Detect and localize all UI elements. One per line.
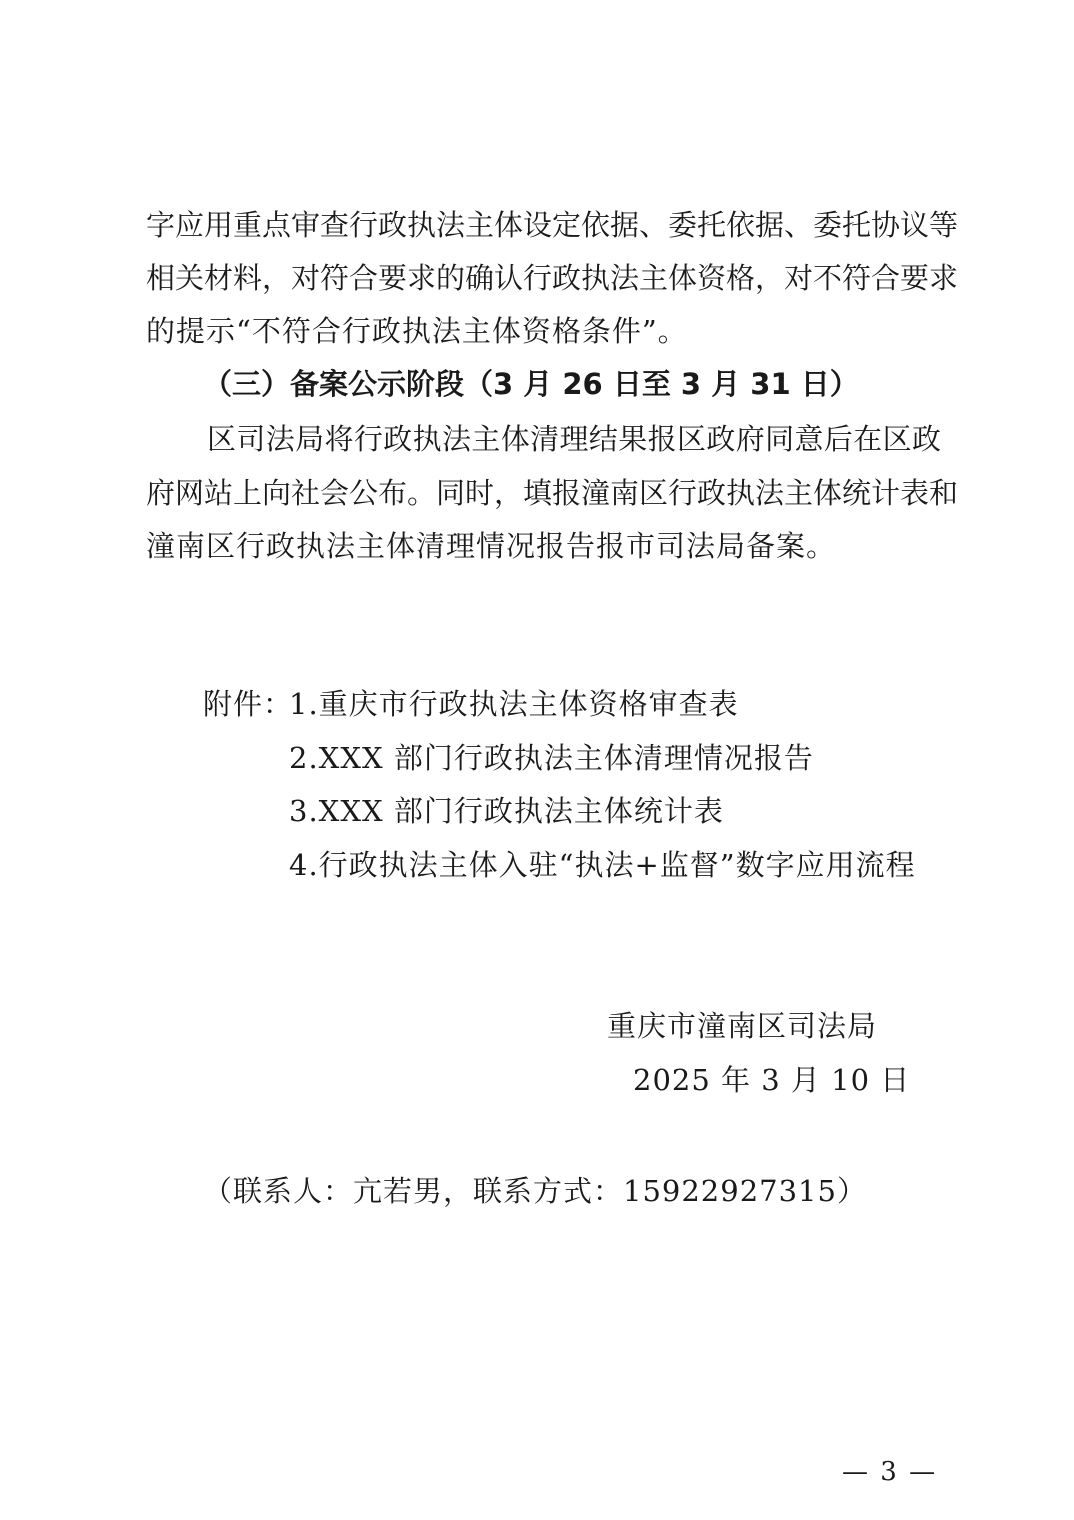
paragraph-2-line-3: 潼南区行政执法主体清理情况报告报市司法局备案。 — [146, 529, 837, 563]
page-number: — 3 — — [842, 1457, 938, 1487]
signature-date: 2025 年 3 月 10 日 — [633, 1063, 911, 1097]
attachment-item-4: 4.行政执法主体入驻“执法+监督”数字应用流程 — [289, 848, 916, 882]
attachment-item-3: 3.XXX 部门行政执法主体统计表 — [289, 794, 724, 828]
attachments-label: 附件： — [203, 687, 294, 721]
attachment-item-1: 1.重庆市行政执法主体资格审查表 — [289, 687, 739, 721]
section-heading: （三）备案公示阶段（3 月 26 日至 3 月 31 日） — [203, 367, 859, 401]
contact-info: （联系人：亢若男，联系方式：15922927315） — [203, 1174, 867, 1208]
paragraph-2-line-1: 区司法局将行政执法主体清理结果报区政府同意后在区政 — [207, 422, 941, 456]
signature-organization: 重庆市潼南区司法局 — [607, 1009, 878, 1043]
paragraph-2-line-2: 府网站上向社会公布。同时，填报潼南区行政执法主体统计表和 — [146, 476, 959, 510]
paragraph-1-line-1: 字应用重点审查行政执法主体设定依据、委托依据、委托协议等 — [146, 208, 959, 242]
attachment-item-2: 2.XXX 部门行政执法主体清理情况报告 — [289, 741, 814, 775]
paragraph-1-line-2: 相关材料，对符合要求的确认行政执法主体资格，对不符合要求 — [146, 261, 959, 295]
paragraph-1-line-3: 的提示“不符合行政执法主体资格条件”。 — [146, 314, 688, 348]
